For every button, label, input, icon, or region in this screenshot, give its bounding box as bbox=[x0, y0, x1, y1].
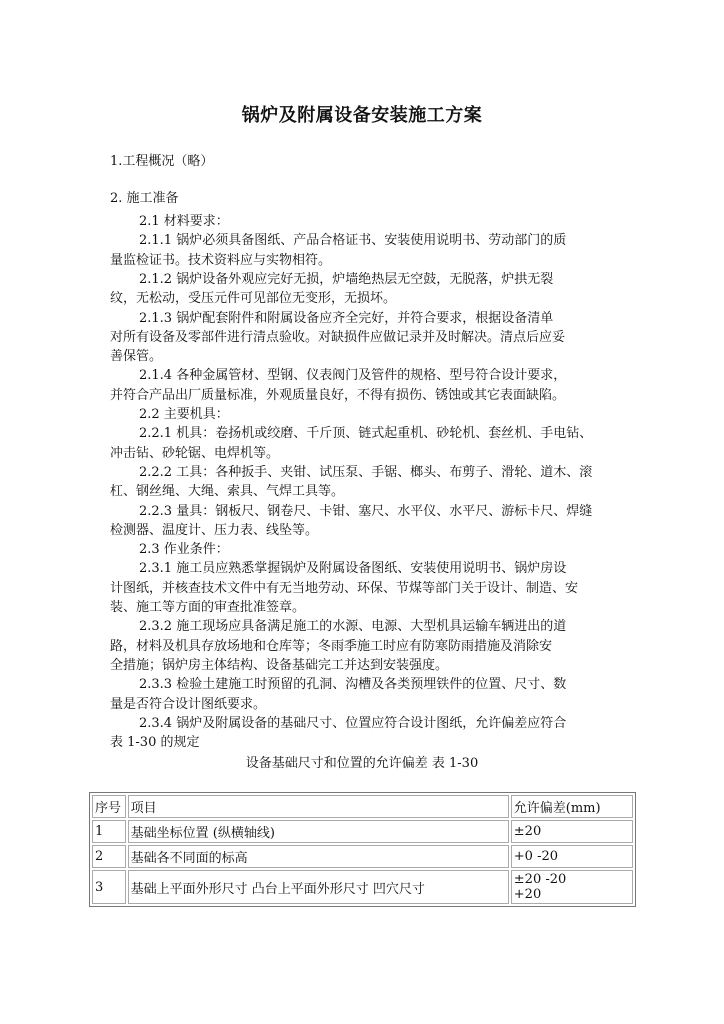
body-line: 2.1 材料要求： bbox=[139, 214, 229, 229]
table-row bbox=[92, 845, 633, 868]
body-line: 1.工程概况（略） bbox=[110, 154, 214, 169]
cell-tolerance: +0 -20 bbox=[511, 845, 633, 868]
body-line: 2.2.3 量具：钢板尺、钢卷尺、卡钳、塞尺、水平仪、水平尺、游标卡尺、焊缝 bbox=[139, 504, 593, 519]
tolerance-line: ±20 -20 bbox=[513, 872, 567, 887]
body-line: 2.1.3 锅炉配套附件和附属设备应齐全完好，并符合要求，根据设备清单 bbox=[139, 311, 554, 326]
tolerance-table bbox=[89, 792, 636, 907]
body-line: 2.1.1 锅炉必须具备图纸、产品合格证书、安装使用说明书、劳动部门的质 bbox=[139, 233, 567, 248]
body-line: 2.3.4 锅炉及附属设备的基础尺寸、位置应符合设计图纸，允许偏差应符合 bbox=[139, 716, 567, 731]
body-line: 路，材料及机具存放场地和仓库等；冬雨季施工时应有防寒防雨措施及消除安 bbox=[110, 639, 553, 654]
body-line: 2.2.1 机具：卷扬机或绞磨、千斤顶、链式起重机、砂轮机、套丝机、手电钻、 bbox=[139, 426, 593, 441]
body-line: 检测器、温度计、压力表、线坠等。 bbox=[110, 523, 319, 538]
header-cell-no: 序号 bbox=[92, 795, 126, 818]
table-caption: 设备基础尺寸和位置的允许偏差 表 1-30 bbox=[245, 756, 479, 771]
body-line: 2. 施工准备 bbox=[110, 191, 179, 206]
body-line: 量监检证书。技术资料应与实物相符。 bbox=[110, 253, 332, 268]
cell-tolerance bbox=[511, 870, 633, 904]
cell-no: 3 bbox=[92, 870, 126, 904]
body-line: 2.3.3 检验土建施工时预留的孔洞、沟槽及各类预埋铁件的位置、尺寸、数 bbox=[139, 677, 567, 692]
table-header-row bbox=[92, 795, 633, 818]
cell-tolerance: ±20 bbox=[511, 820, 633, 843]
body-line: 2.3 作业条件： bbox=[139, 542, 229, 557]
table-row bbox=[92, 820, 633, 843]
body-line: 2.3.2 施工现场应具备满足施工的水源、电源、大型机具运输车辆进出的道 bbox=[139, 619, 567, 634]
body-line: 2.1.2 锅炉设备外观应完好无损，炉墙绝热层无空鼓，无脱落，炉拱无裂 bbox=[139, 272, 554, 287]
body-line: 2.1.4 各种金属管材、型钢、仪表阀门及管件的规格、型号符合设计要求， bbox=[139, 368, 567, 383]
cell-item: 基础各不同面的标高 bbox=[128, 845, 509, 868]
body-line: 2.3.1 施工员应熟悉掌握锅炉及附属设备图纸、安装使用说明书、锅炉房设 bbox=[139, 561, 567, 576]
document-title: 锅炉及附属设备安装施工方案 bbox=[241, 105, 483, 126]
table-row bbox=[92, 870, 633, 904]
body-line: 2.2.2 工具：各种扳手、夹钳、试压泵、手锯、榔头、布剪子、滑轮、道木、滚 bbox=[139, 465, 593, 480]
body-line: 杠、钢丝绳、大绳、索具、气焊工具等。 bbox=[110, 484, 345, 499]
body-line: 纹，无松动，受压元件可见部位无变形，无损坏。 bbox=[110, 291, 397, 306]
body-line: 装、施工等方面的审查批准签章。 bbox=[110, 600, 306, 615]
body-line: 并符合产品出厂质量标准，外观质量良好，不得有损伤、锈蚀或其它表面缺陷。 bbox=[110, 388, 566, 403]
cell-no: 2 bbox=[92, 845, 126, 868]
body-line: 计图纸，并核查技术文件中有无当地劳动、环保、节煤等部门关于设计、制造、安 bbox=[110, 581, 579, 596]
cell-item: 基础上平面外形尺寸 凸台上平面外形尺寸 凹穴尺寸 bbox=[128, 870, 509, 904]
body-line: 对所有设备及零部件进行清点验收。对缺损件应做记录并及时解决。清点后应妥 bbox=[110, 330, 566, 345]
cell-item: 基础坐标位置 (纵横轴线) bbox=[128, 820, 509, 843]
body-line: 量是否符合设计图纸要求。 bbox=[110, 697, 267, 712]
tolerance-line: +20 bbox=[513, 887, 542, 902]
body-line: 冲击钻、砂轮锯、电焊机等。 bbox=[110, 446, 280, 461]
header-cell-item: 项目 bbox=[128, 795, 509, 818]
header-cell-tolerance: 允许偏差(mm) bbox=[511, 795, 633, 818]
body-line: 表 1-30 的规定 bbox=[110, 735, 200, 750]
body-line: 全措施；锅炉房主体结构、设备基础完工并达到安装强度。 bbox=[110, 658, 449, 673]
body-line: 善保管。 bbox=[110, 349, 163, 364]
cell-no: 1 bbox=[92, 820, 126, 843]
body-line: 2.2 主要机具： bbox=[139, 407, 229, 422]
